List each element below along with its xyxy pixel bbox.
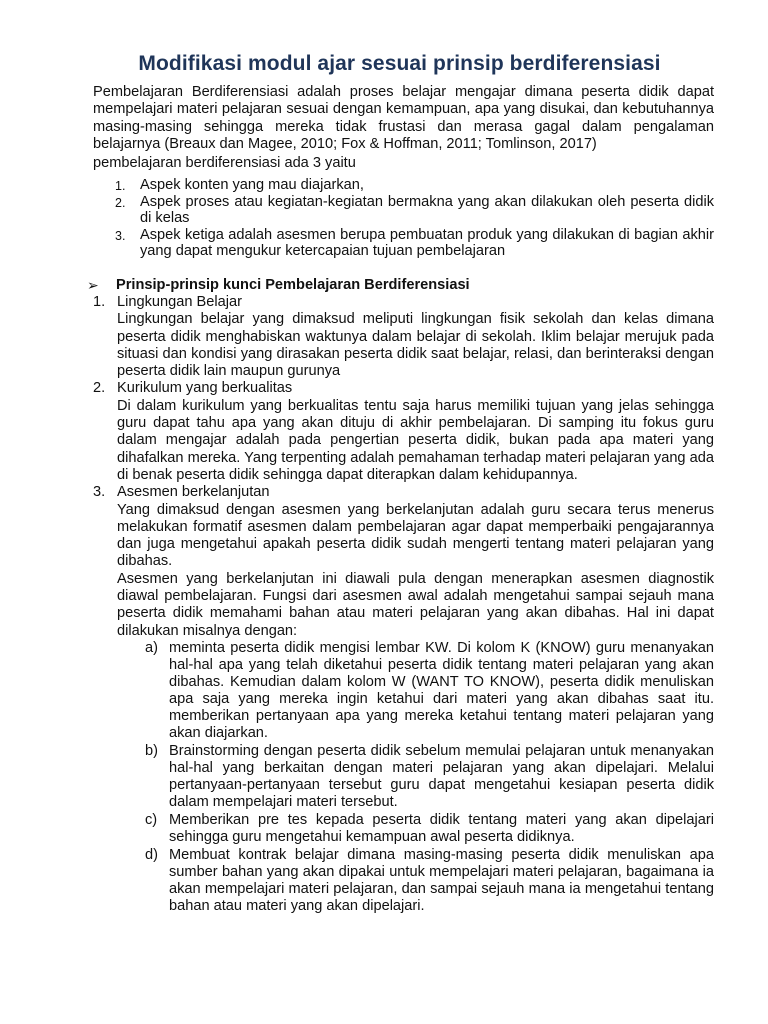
principle-title: Asesmen berkelanjutan (117, 484, 270, 501)
page-title: Modifikasi modul ajar sesuai prinsip berdiferensiasi (138, 52, 661, 75)
list-letter: b) (145, 742, 158, 759)
list-item (145, 742, 714, 811)
list-item-text: meminta peserta didik mengisi lembar KW. Di kolom K (KNOW) guru menanyakan hal-hal apa yang telah diketahui peserta didik tentang materi pelajaran yang akan dibahas. Kemudian dalam kolom W (WANT TO KNOW), peserta didik menuliskan apa saja yang mereka ingin ketahui dari materi yang akan dibahas saat itu. memberikan pertanyaan apa yang mereka ketahui tentang materi pelajaran yang akan diajarkan. (169, 639, 714, 742)
list-item (115, 177, 714, 194)
list-item (145, 846, 714, 915)
list-item-text: Aspek proses atau kegiatan-kegiatan bermakna yang akan dilakukan oleh peserta didik di kelas (140, 193, 714, 227)
list-item-text: Memberikan pre tes kepada peserta didik tentang materi yang akan dipelajari sehingga guru mengetahui kemampuan awal peserta didiknya. (169, 811, 714, 845)
principles-heading (87, 276, 714, 294)
principle-item (93, 484, 714, 915)
principle-item (93, 380, 714, 484)
principle-number: 3. (93, 484, 106, 501)
list-number: 1. (115, 179, 126, 194)
list-number: 2. (115, 195, 126, 210)
list-number: 3. (115, 228, 126, 243)
principle-body: Lingkungan belajar yang dimaksud meliputi lingkungan fisik sekolah dan kelas dimana peserta didik menghabiskan waktunya dalam belajar di sekolah. Iklim belajar merujuk pada situasi dan kondisi yang dirasakan peserta didik saat belajar, relasi, dan berinteraksi dengan peserta didik lain maupun gurunya (117, 311, 714, 380)
list-item-text: Aspek konten yang mau diajarkan, (140, 177, 364, 194)
list-item-text: Aspek ketiga adalah asesmen berupa pembuatan produk yang dilakukan di bagian akhir yang dapat mengukur ketercapaian tujuan pembelajaran (140, 226, 714, 260)
list-item (145, 639, 714, 743)
arrow-bullet-icon: ➢ (87, 276, 99, 293)
aspects-list (93, 177, 714, 260)
principle-body: Di dalam kurikulum yang berkualitas tentu saja harus memiliki tujuan yang jelas sehingga guru dapat tahu apa yang akan dituju di akhir pembelajaran. Di samping itu fokus guru dalam mengajar adalah pada pengertian peserta didik, bukan pada apa materi yang dihafalkan mereka. Yang terpenting adalah pemahaman terhadap materi pelajaran yang ada di benak peserta didik sehingga dapat diterapkan dalam kehidupannya. (117, 397, 714, 483)
list-item-text: Brainstorming dengan peserta didik sebelum memulai pelajaran untuk menanyakan hal-hal yang berkaitan dengan materi pelajaran yang akan dipelajari. Melalui pertanyaan-pertanyaan tersebut guru dapat mengetahui kesiapan peserta didik dalam mempelajari materi tersebut. (169, 742, 714, 811)
list-item (115, 193, 714, 227)
intro-paragraph: Pembelajaran Berdiferensiasi adalah proses belajar mengajar dimana peserta didik dapat mempelajari materi pelajaran sesuai dengan kemampuan, apa yang disukai, dan kebutuhannya masing-masing sehingga mereka tidak frustasi dan merasa gagal dalam pengalaman belajarnya (Breaux dan Magee, 2010; Fox & Hoffman, 2011; Tomlinson, 2017) (93, 84, 714, 152)
principle-item (93, 294, 714, 380)
principle-number: 2. (93, 380, 106, 397)
list-item (145, 811, 714, 846)
principle-title: Lingkungan Belajar (117, 293, 242, 310)
principle-number: 1. (93, 293, 106, 310)
list-letter: c) (145, 811, 158, 828)
principle-title: Kurikulum yang berkualitas (117, 380, 293, 397)
assessment-methods-list (117, 640, 714, 915)
principle-body-continued: Asesmen yang berkelanjutan ini diawali pula dengan menerapkan asesmen diagnostik diawal pembelajaran. Fungsi dari asesmen awal adalah mengetahui sampai sejauh mana peserta didik memahami bahan atau materi pelajaran yang akan dibahas. Hal ini dapat dilakukan misalnya dengan: (117, 570, 714, 639)
list-letter: a) (145, 639, 158, 656)
principle-body: Yang dimaksud dengan asesmen yang berkelanjutan adalah guru secara terus menerus melakukan formatif asesmen dalam pembelajaran agar dapat memperbaiki pengajarannya dan juga mengetahui apakah peserta didik sudah mengerti tentang materi pelajaran yang dibahas. (117, 501, 714, 570)
aspects-intro: pembelajaran berdiferensiasi ada 3 yaitu (93, 155, 356, 172)
list-item-text: Membuat kontrak belajar dimana masing-masing peserta didik menuliskan apa sumber bahan yang akan dipakai untuk mempelajari materi pelajaran, bagaimana ia akan mempelajari materi pelajaran, dan sampai sejauh mana ia mengetahui tentang bahan atau materi yang akan dipelajari. (169, 846, 714, 914)
principles-heading-text: Prinsip-prinsip kunci Pembelajaran Berdiferensiasi (116, 276, 470, 293)
list-letter: d) (145, 846, 158, 863)
list-item (115, 226, 714, 260)
